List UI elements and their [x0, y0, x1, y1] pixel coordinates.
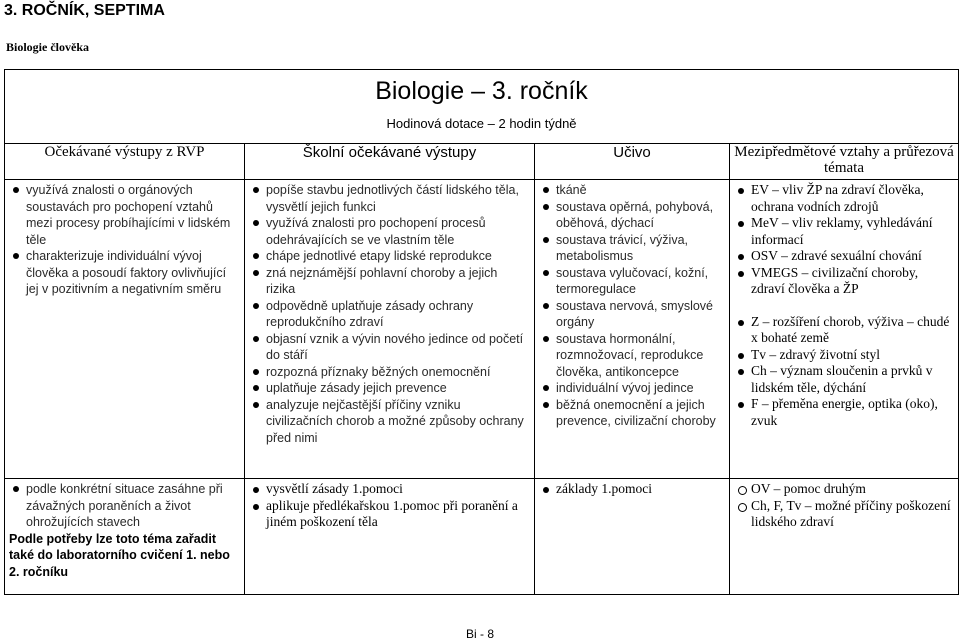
- list-item: OSV – zdravé sexuální chování: [734, 248, 954, 265]
- list-item: základy 1.pomoci: [539, 481, 725, 498]
- rvp-list: [9, 481, 240, 531]
- list-item: analyzuje nejčastější příčiny vzniku civilizačních chorob a možné způsoby ochrany před nimi: [249, 397, 530, 447]
- list-item: objasní vznik a vývin nového jedince od početí do stáří: [249, 331, 530, 364]
- list-item: MeV – vliv reklamy, vyhledávání informací: [734, 215, 954, 248]
- list-item: soustava vylučovací, kožní, termoregulace: [539, 265, 725, 298]
- list-item: VMEGS – civilizační choroby, zdraví člověka a ŽP: [734, 265, 954, 298]
- column-header-ucivo: Učivo: [535, 144, 730, 180]
- ucivo-cell: [535, 479, 730, 595]
- ucivo-list: [539, 481, 725, 498]
- cross-curricular-list: [734, 481, 954, 531]
- list-item: rozpozná příznaky běžných onemocnění: [249, 364, 530, 381]
- ucivo-cell: [535, 180, 730, 479]
- list-item: běžná onemocnění a jejich prevence, civilizační choroby: [539, 397, 725, 430]
- list-item: Tv – zdravý životní styl: [734, 347, 954, 364]
- rvp-cell: [5, 180, 245, 479]
- list-item: F – přeměna energie, optika (oko), zvuk: [734, 396, 954, 429]
- table-title: Biologie – 3. ročník: [375, 77, 588, 105]
- list-item: odpovědně uplatňuje zásady ochrany reprodukčního zdraví: [249, 298, 530, 331]
- list-item: aplikuje předlékařskou 1.pomoc při poranění a jiném poškození těla: [249, 498, 530, 531]
- spacer: [734, 298, 954, 314]
- document-heading: 3. ROČNÍK, SEPTIMA: [4, 2, 165, 19]
- list-item: využívá znalosti pro pochopení procesů odehrávajících se ve vlastním těle: [249, 215, 530, 248]
- list-item: EV – vliv ŽP na zdraví člověka, ochrana vodních zdrojů: [734, 182, 954, 215]
- page-number: Bi - 8: [465, 627, 494, 641]
- lab-note: Podle potřeby lze toto téma zařadit také do laboratorního cvičení 1. nebo 2. ročníku: [9, 531, 230, 579]
- list-item: chápe jednotlivé etapy lidské reprodukce: [249, 248, 530, 265]
- school-outputs-cell: [245, 479, 535, 595]
- school-outputs-list: [249, 481, 530, 531]
- column-header-mezi: Mezipředmětové vztahy a průřezová témata: [730, 144, 959, 180]
- list-item: Ch, F, Tv – možné příčiny poškození lidského zdraví: [734, 498, 954, 531]
- cross-curricular-cell: [730, 180, 959, 479]
- rvp-list: [9, 182, 240, 298]
- list-item: charakterizuje individuální vývoj člověka a posoudí faktory ovlivňující jej v pozitivním a negativním směru: [9, 248, 240, 298]
- list-item: popíše stavbu jednotlivých částí lidského těla, vysvětlí jejich funkci: [249, 182, 530, 215]
- list-item: soustava hormonální, rozmnožovací, reprodukce člověka, antikoncepce: [539, 331, 725, 381]
- cross-curricular-cell: [730, 479, 959, 595]
- cross-subject-list: [734, 314, 954, 430]
- list-item: uplatňuje zásady jejich prevence: [249, 380, 530, 397]
- table-title-cell: [5, 70, 959, 144]
- school-outputs-cell: [245, 180, 535, 479]
- column-header-rvp: Očekávané výstupy z RVP: [5, 144, 245, 180]
- list-item: tkáně: [539, 182, 725, 199]
- list-item: využívá znalosti o orgánových soustavách pro pochopení vztahů mezi procesy probíhajícími v lidském těle: [9, 182, 240, 248]
- list-item: soustava trávicí, výživa, metabolismus: [539, 232, 725, 265]
- list-item: soustava opěrná, pohybová, oběhová, dýchací: [539, 199, 725, 232]
- table-row: [5, 180, 959, 479]
- list-item: zná nejznámější pohlavní choroby a jejich rizika: [249, 265, 530, 298]
- rvp-cell: [5, 479, 245, 595]
- list-item: podle konkrétní situace zasáhne při závažných poraněních a život ohrožujících stavech: [9, 481, 240, 531]
- ucivo-list: [539, 182, 725, 430]
- school-outputs-list: [249, 182, 530, 446]
- list-item: vysvětlí zásady 1.pomoci: [249, 481, 530, 498]
- table-row: [5, 479, 959, 595]
- list-item: soustava nervová, smyslové orgány: [539, 298, 725, 331]
- hour-allocation: Hodinová dotace – 2 hodin týdně: [386, 116, 577, 131]
- curriculum-table: [4, 69, 959, 595]
- document-subheading: Biologie člověka: [6, 40, 89, 54]
- list-item: OV – pomoc druhým: [734, 481, 954, 498]
- list-item: individuální vývoj jedince: [539, 380, 725, 397]
- list-item: Ch – význam sloučenin a prvků v lidském těle, dýchání: [734, 363, 954, 396]
- list-item: Z – rozšíření chorob, výživa – chudé x bohaté země: [734, 314, 954, 347]
- cross-curricular-list: [734, 182, 954, 298]
- column-header-school: Školní očekávané výstupy: [245, 144, 535, 180]
